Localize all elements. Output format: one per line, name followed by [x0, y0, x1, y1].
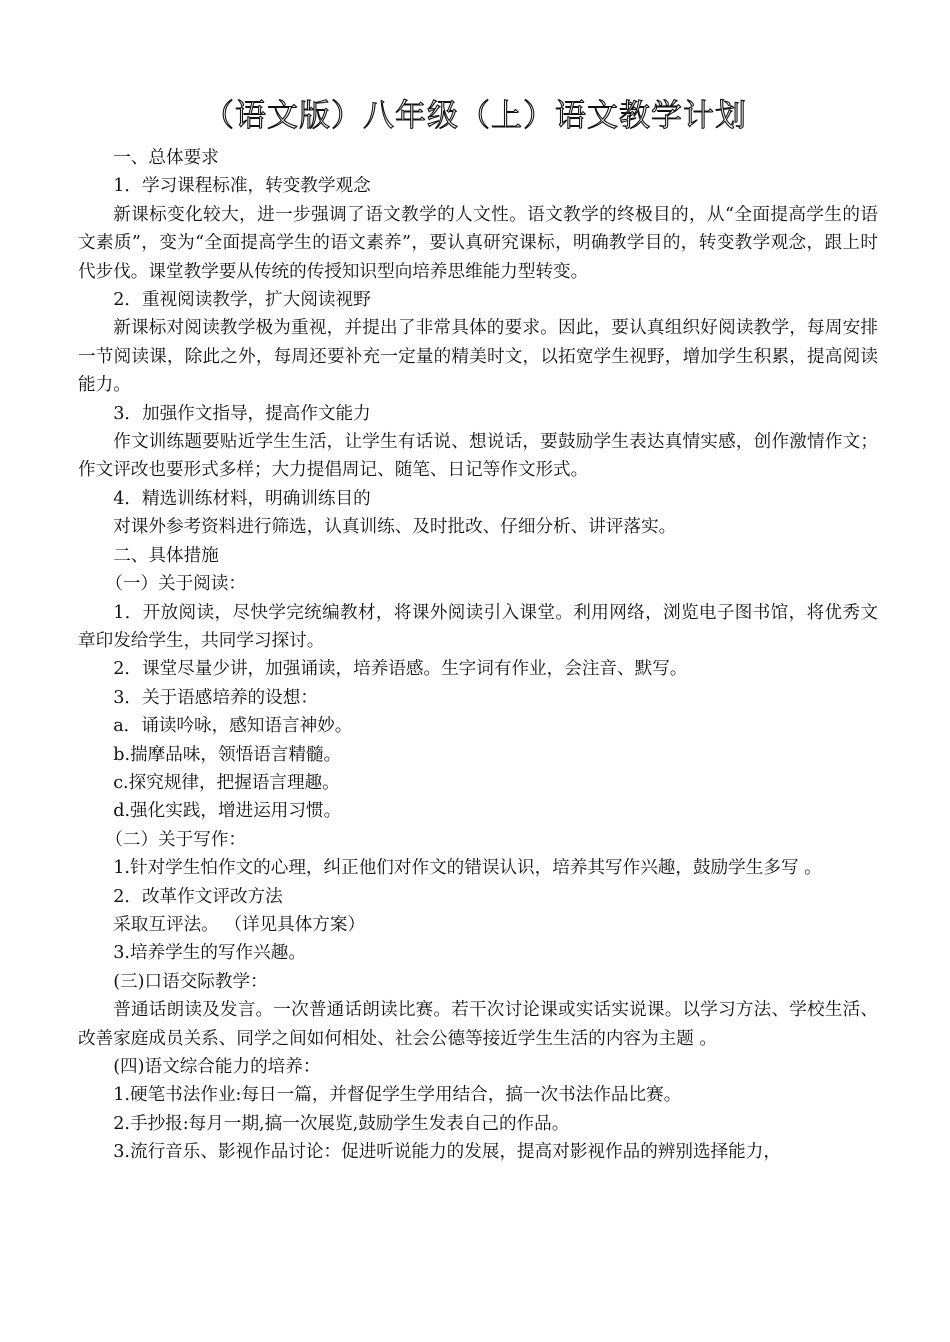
paragraph: 2．重视阅读教学，扩大阅读视野: [113, 290, 371, 311]
paragraph: （一）关于阅读：: [105, 574, 247, 595]
paragraph: （二）关于写作：: [105, 829, 247, 850]
paragraph: d.强化实践，增进运用习惯。: [113, 801, 342, 822]
paragraph: 作文训练题要贴近学生生活，让学生有话说、想说话，要鼓励学生表达真情实感，创作激情作文；作文评改也要形式多样；大力提倡周记、随笔、日记等作文形式。: [78, 432, 878, 481]
paragraph: 1.硬笔书法作业:每日一篇，并督促学生学用结合，搞一次书法作品比赛。: [113, 1085, 682, 1106]
document-body: [78, 144, 878, 1167]
paragraph: 1.针对学生怕作文的心理，纠正他们对作文的错误认识，培养其写作兴趣，鼓励学生多写 。: [113, 858, 822, 879]
paragraph: (三)口语交际教学：: [113, 971, 268, 992]
paragraph: 新课标对阅读教学极为重视，并提出了非常具体的要求。因此，要认真组织好阅读教学，每周安排一节阅读课，除此之外，每周还要补充一定量的精美时文，以拓宽学生视野，增加学生积累，提高阅读能力。: [78, 318, 878, 396]
paragraph: 3.流行音乐、影视作品讨论：促进听说能力的发展，提高对影视作品的辨别选择能力，: [113, 1142, 781, 1163]
paragraph: 新课标变化较大，进一步强调了语文教学的人文性。语文教学的终极目的，从“全面提高学生的语文素质”，变为“全面提高学生的语文素养”，要认真研究课标，明确教学目的，转变教学观念，跟上时代步伐。课堂教学要从传统的传授知识型向培养思维能力型转变。: [78, 204, 878, 282]
paragraph: 采取互评法。 （详见具体方案）: [113, 914, 366, 935]
paragraph: 二、具体措施: [113, 545, 219, 566]
paragraph: 3．关于语感培养的设想：: [113, 687, 318, 708]
paragraph: 1．开放阅读，尽快学完统编教材，将课外阅读引入课堂。利用网络，浏览电子图书馆，将优秀文章印发给学生，共同学习探讨。: [78, 602, 878, 651]
paragraph: 1．学习课程标准，转变教学观念: [113, 176, 371, 197]
paragraph: 2.手抄报:每月一期,搞一次展览,鼓励学生发表自己的作品。: [113, 1113, 570, 1134]
paragraph: 普通话朗读及发言。一次普通话朗读比赛。若干次讨论课或实话实说课。以学习方法、学校生活、改善家庭成员关系、同学之间如何相处、社会公德等接近学生生活的内容为主题 。: [78, 1000, 878, 1049]
document-title: （语文版）八年级（上）语文教学计划: [203, 98, 747, 134]
paragraph: a．诵读吟咏，感知语言神妙。: [113, 716, 353, 737]
paragraph: 一、总体要求: [113, 148, 219, 168]
paragraph: 2．改革作文评改方法: [113, 886, 283, 907]
paragraph: 对课外参考资料进行筛选，认真训练、及时批改、仔细分析、讲评落实。: [113, 517, 677, 538]
paragraph: 4．精选训练材料，明确训练目的: [113, 488, 371, 509]
paragraph: 2．课堂尽量少讲，加强诵读，培养语感。生字词有作业，会注音、默写。: [113, 659, 688, 680]
paragraph: 3.培养学生的写作兴趣。: [113, 943, 306, 964]
paragraph: b.揣摩品味，领悟语言精髓。: [113, 744, 342, 765]
paragraph: (四)语文综合能力的培养：: [113, 1057, 321, 1077]
paragraph: 3．加强作文指导，提高作文能力: [113, 403, 371, 424]
paragraph: c.探究规律，把握语言理趣。: [113, 772, 340, 793]
